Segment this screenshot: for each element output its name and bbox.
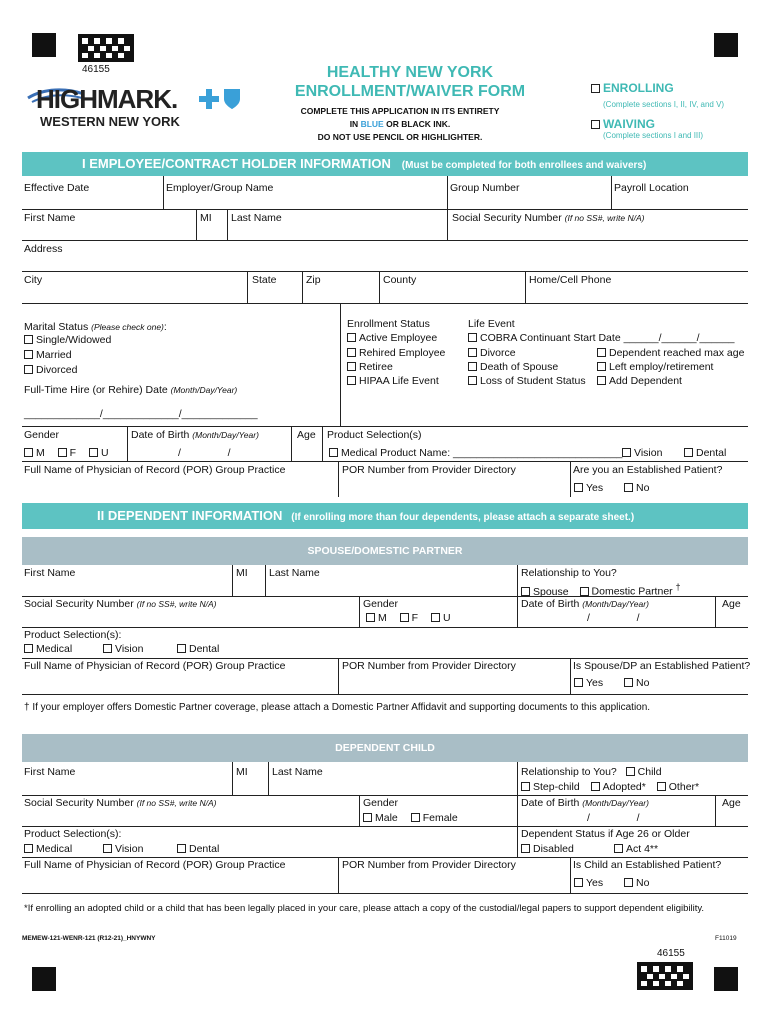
ssn-note: (If no SS#, write N/A) [136, 599, 217, 609]
enrolling-note: (Complete sections I, II, IV, and V) [603, 100, 725, 109]
row-line [22, 461, 748, 462]
option-label: Vision [634, 447, 663, 459]
ssn-field[interactable] [452, 212, 644, 224]
instruction-line-1: COMPLETE THIS APPLICATION IN ITS ENTIRETY [300, 106, 500, 116]
col-line [127, 426, 128, 461]
first-name-field[interactable]: First Name [24, 212, 76, 224]
ssn-label: Social Security Number [24, 797, 134, 809]
option-label: No [636, 482, 650, 494]
barcode-top [78, 34, 134, 62]
form-code-top: 46155 [82, 64, 110, 75]
ssn-note: (If no SS#, write N/A) [564, 213, 645, 223]
option-label: U [443, 612, 451, 624]
checkbox[interactable] [468, 362, 477, 371]
spouse-product-vision[interactable] [103, 643, 143, 655]
option-label: Disabled [533, 843, 574, 855]
checkbox[interactable] [622, 448, 631, 457]
marital-married[interactable] [24, 349, 72, 361]
dob-text: Date of Birth [521, 797, 580, 809]
checkbox[interactable] [468, 348, 477, 357]
option-label: Yes [586, 677, 604, 689]
spouse-mi-field[interactable]: MI [236, 567, 248, 579]
child-mi-field[interactable]: MI [236, 766, 248, 778]
checkbox[interactable] [597, 348, 606, 357]
col-line [340, 303, 341, 426]
effective-date-field[interactable]: Effective Date [24, 182, 90, 194]
enroll-rehired[interactable] [347, 347, 445, 359]
marital-single[interactable] [24, 334, 111, 346]
checkbox[interactable] [624, 483, 633, 492]
row-line [22, 240, 748, 241]
marital-status-note: (Please check one) [91, 322, 164, 332]
blue-cross-icon [198, 88, 220, 110]
barcode-bottom [637, 962, 693, 990]
col-line [196, 209, 197, 240]
ssn-label: Social Security Number [24, 598, 134, 610]
logo-text: HIGHMARK. [36, 84, 178, 114]
checkbox[interactable] [624, 878, 633, 887]
option-label: Retiree [359, 361, 393, 373]
child-established-yes[interactable] [574, 877, 603, 889]
child-relationship-label: Relationship to You? [521, 766, 617, 778]
spouse-header: SPOUSE/DOMESTIC PARTNER [22, 537, 748, 565]
option-label: Child [637, 766, 662, 778]
spouse-dob-label [521, 598, 649, 610]
spouse-physician-field[interactable]: Full Name of Physician of Record (POR) Group Practice [24, 660, 286, 672]
row-line [22, 271, 748, 272]
fulltime-date-field[interactable]: _____________/_____________/_____________ [24, 408, 258, 420]
waiving-option[interactable] [591, 117, 655, 131]
checkbox[interactable] [468, 376, 477, 385]
col-line [715, 795, 716, 826]
checkbox[interactable] [657, 782, 666, 791]
instruction-line-3: DO NOT USE PENCIL OR HIGHLIGHTER. [317, 132, 483, 142]
option-label: Add Dependent [609, 375, 682, 387]
checkbox[interactable] [347, 362, 356, 371]
established-yes[interactable] [574, 482, 603, 494]
option-label: Spouse [533, 585, 569, 598]
option-label: Step-child [533, 781, 580, 793]
row-line [22, 694, 748, 695]
dob-field[interactable]: / / [178, 447, 231, 459]
checkbox[interactable] [366, 613, 375, 622]
checkbox[interactable] [347, 333, 356, 342]
checkbox[interactable] [597, 376, 606, 385]
option-label: Adopted* [602, 781, 646, 793]
child-header: DEPENDENT CHILD [22, 734, 748, 762]
enroll-hipaa[interactable] [347, 375, 439, 387]
ssn-note: (If no SS#, write N/A) [136, 798, 217, 808]
dependent-disabled[interactable] [521, 843, 574, 855]
child-physician-field[interactable]: Full Name of Physician of Record (POR) Group Practice [24, 859, 286, 871]
spouse-established-yes[interactable] [574, 677, 603, 689]
option-label: Vision [115, 843, 144, 855]
fulltime-note: (Month/Day/Year) [170, 385, 238, 395]
por-number-field[interactable]: POR Number from Provider Directory [342, 464, 516, 476]
row-line [22, 627, 748, 628]
enroll-retiree[interactable] [347, 361, 393, 373]
col-line [338, 857, 339, 893]
instruction-in: IN [349, 119, 359, 129]
checkbox[interactable] [24, 448, 33, 457]
dagger-mark: † [675, 582, 681, 592]
section-1-header [22, 152, 748, 176]
marital-status-text: Marital Status [24, 321, 89, 333]
option-label: COBRA Continuant Start Date ______/______/______ [480, 332, 735, 344]
col-line [268, 762, 269, 795]
row-line [22, 426, 748, 427]
option-label: Divorce [480, 347, 516, 359]
col-line [715, 596, 716, 627]
row-line [22, 893, 748, 894]
checkbox[interactable] [329, 448, 338, 457]
spouse-first-name-field[interactable]: First Name [24, 567, 76, 579]
section-2-header [22, 503, 748, 529]
col-line [265, 565, 266, 596]
child-age-field[interactable]: Age [722, 797, 741, 809]
option-label: F [69, 447, 77, 459]
dob-label [131, 429, 259, 441]
child-dob-field[interactable]: / / [587, 812, 640, 824]
option-label: Dental [189, 843, 220, 855]
option-label: No [636, 677, 650, 689]
dob-note: (Month/Day/Year) [582, 599, 649, 609]
row-line [22, 209, 748, 210]
option-label: Domestic Partner [591, 585, 673, 598]
dob-text: Date of Birth [521, 598, 580, 610]
child-last-name-field[interactable]: Last Name [272, 766, 323, 778]
option-label: Act 4** [626, 843, 659, 855]
life-student[interactable] [468, 375, 586, 387]
option-label: Yes [586, 482, 604, 494]
life-cobra[interactable] [468, 332, 735, 344]
checkbox[interactable] [24, 644, 33, 653]
dental-option[interactable] [684, 447, 726, 459]
logo-subtitle: WESTERN NEW YORK [40, 114, 180, 129]
option-label: HIPAA Life Event [359, 375, 439, 387]
fulltime-hire-label [24, 384, 237, 396]
col-line [227, 209, 228, 240]
option-label: Dental [189, 643, 220, 655]
enrolling-label: ENROLLING [603, 81, 674, 95]
option-label: Active Employee [359, 332, 438, 344]
spouse-last-name-field[interactable]: Last Name [269, 567, 320, 579]
checkbox[interactable] [400, 613, 409, 622]
spouse-gender-options[interactable] [366, 612, 451, 624]
registration-mark-bottom-left [32, 967, 56, 991]
option-label: Single/Widowed [36, 334, 112, 346]
checkbox[interactable] [89, 448, 98, 457]
checkbox[interactable] [58, 448, 67, 457]
col-line [338, 461, 339, 497]
blue-shield-icon [222, 87, 242, 111]
col-line [517, 762, 518, 857]
option-label: Married [36, 349, 72, 361]
ssn-label: Social Security Number [452, 212, 562, 224]
checkbox[interactable] [591, 782, 600, 791]
spouse-established-label: Is Spouse/DP an Established Patient? [573, 660, 751, 672]
footer-form-number: F11019 [715, 935, 737, 942]
dob-note: (Month/Day/Year) [582, 798, 649, 808]
section-2-note: (If enrolling more than four dependents, please attach a separate sheet.) [291, 512, 635, 523]
phone-field[interactable]: Home/Cell Phone [529, 274, 612, 286]
checkbox[interactable] [521, 844, 530, 853]
option-label: F [411, 612, 419, 624]
col-line [525, 271, 526, 303]
instruction-line-2 [290, 119, 510, 129]
instruction-blue: BLUE [360, 119, 384, 129]
mi-field[interactable]: MI [200, 212, 212, 224]
child-product-medical[interactable] [24, 843, 72, 855]
col-line [517, 565, 518, 627]
address-field[interactable]: Address [24, 243, 63, 255]
life-divorce[interactable] [468, 347, 516, 359]
spouse-product-dental[interactable] [177, 643, 219, 655]
col-line [611, 176, 612, 209]
checkbox[interactable] [624, 678, 633, 687]
instruction-rest: OR BLACK INK. [386, 119, 451, 129]
physician-field[interactable]: Full Name of Physician of Record (POR) Group Practice [24, 464, 286, 476]
enrolling-option[interactable] [591, 81, 674, 95]
checkbox[interactable] [177, 844, 186, 853]
col-line [359, 795, 360, 826]
checkbox[interactable] [574, 483, 583, 492]
option-label: M [378, 612, 387, 624]
enrolling-checkbox[interactable] [591, 84, 600, 93]
row-line [22, 857, 748, 858]
col-line [232, 565, 233, 596]
col-line [359, 596, 360, 627]
checkbox[interactable] [614, 844, 623, 853]
checkbox[interactable] [24, 844, 33, 853]
checkbox[interactable] [626, 767, 635, 776]
registration-mark-top-left [32, 33, 56, 57]
option-label: Death of Spouse [480, 361, 559, 373]
option-label: Medical [36, 643, 73, 655]
enrollment-status-label: Enrollment Status [347, 318, 430, 330]
payroll-location-field[interactable]: Payroll Location [614, 182, 689, 194]
checkbox[interactable] [103, 844, 112, 853]
child-por-field[interactable]: POR Number from Provider Directory [342, 859, 516, 871]
option-label: M [36, 447, 45, 459]
option-label: Loss of Student Status [480, 375, 586, 387]
marital-divorced[interactable] [24, 364, 77, 376]
fulltime-text: Full-Time Hire (or Rehire) Date [24, 384, 168, 396]
footer-form-code: MEMEW-121-WENR-121 (R12-21)_HNYWNY [22, 935, 156, 942]
option-label: Dental [696, 447, 727, 459]
vision-option[interactable] [622, 447, 662, 459]
checkbox[interactable] [597, 362, 606, 371]
col-line [247, 271, 248, 303]
option-label: Other* [668, 781, 700, 793]
title-line-1: HEALTHY NEW YORK [326, 64, 494, 81]
life-add-dependent[interactable] [597, 375, 682, 387]
col-line [232, 762, 233, 795]
enroll-active[interactable] [347, 332, 437, 344]
zip-field[interactable]: Zip [306, 274, 321, 286]
spouse-relationship-options[interactable] [521, 582, 680, 598]
col-line [322, 426, 323, 461]
life-left-employ[interactable] [597, 361, 713, 373]
state-field[interactable]: State [252, 274, 277, 286]
dependent-status-label: Dependent Status if Age 26 or Older [521, 828, 690, 840]
option-label: Divorced [36, 364, 78, 376]
col-line [447, 176, 448, 240]
row-line [22, 303, 748, 304]
form-code-bottom: 46155 [657, 948, 685, 959]
checkbox[interactable] [24, 335, 33, 344]
option-label: Male [375, 812, 398, 824]
checkbox[interactable] [580, 587, 589, 596]
group-number-field[interactable]: Group Number [450, 182, 520, 194]
checkbox[interactable] [521, 782, 530, 791]
medical-product-option[interactable] [329, 447, 622, 459]
child-dob-label [521, 797, 649, 809]
dob-text: Date of Birth [131, 429, 190, 441]
established-label: Are you an Established Patient? [573, 464, 723, 476]
checkbox[interactable] [103, 644, 112, 653]
dependent-act4[interactable] [614, 843, 658, 855]
checkbox[interactable] [684, 448, 693, 457]
title-line-2: ENROLLMENT/WAIVER FORM [294, 83, 526, 100]
spouse-established-no[interactable] [624, 677, 649, 689]
child-established-no[interactable] [624, 877, 649, 889]
child-relationship-row-1[interactable] [521, 766, 662, 778]
spouse-dob-field[interactable]: / / [587, 612, 640, 624]
waiving-checkbox[interactable] [591, 120, 600, 129]
domestic-partner-note: † If your employer offers Domestic Partner coverage, please attach a Domestic Partner Affidavit and supporting documents to this application. [24, 702, 651, 713]
child-relationship-row-2[interactable] [521, 781, 699, 793]
col-line [291, 426, 292, 461]
child-products-label: Product Selection(s): [24, 828, 122, 840]
employer-group-field[interactable]: Employer/Group Name [166, 182, 274, 194]
county-field[interactable]: County [383, 274, 417, 286]
row-line [22, 658, 748, 659]
child-ssn-field[interactable] [24, 797, 216, 809]
col-line [570, 658, 571, 694]
checkbox[interactable] [177, 644, 186, 653]
life-max-age[interactable] [597, 347, 744, 359]
marital-status-label: Marital Status (Please check one): [24, 321, 167, 333]
waiving-label: WAIVING [603, 117, 656, 131]
checkbox[interactable] [411, 813, 420, 822]
checkbox[interactable] [431, 613, 440, 622]
registration-mark-top-right [714, 33, 738, 57]
checkbox[interactable] [574, 678, 583, 687]
row-line [22, 826, 748, 827]
col-line [379, 271, 380, 303]
option-label: Medical Product Name: _____________________________ [341, 447, 623, 459]
checkbox[interactable] [24, 365, 33, 374]
child-gender-label: Gender [363, 797, 399, 809]
option-label: No [636, 877, 650, 889]
spouse-ssn-field[interactable] [24, 598, 216, 610]
section-1-title: I EMPLOYEE/CONTRACT HOLDER INFORMATION [82, 156, 391, 171]
adopted-child-note: *If enrolling an adopted child or a child that has been legally placed in your care, please attach a copy of the custodial/legal papers to support dependent eligibility. [24, 903, 705, 914]
option-label: Female [422, 812, 458, 824]
spouse-age-field[interactable]: Age [722, 598, 741, 610]
registration-mark-bottom-right [714, 967, 738, 991]
gender-label: Gender [24, 429, 60, 441]
child-first-name-field[interactable]: First Name [24, 766, 76, 778]
col-line [302, 271, 303, 303]
option-label: Vision [115, 643, 144, 655]
spouse-por-field[interactable]: POR Number from Provider Directory [342, 660, 516, 672]
option-label: Left employ/retirement [609, 361, 714, 373]
checkbox[interactable] [363, 813, 372, 822]
checkbox[interactable] [347, 348, 356, 357]
waiving-note: (Complete sections I and III) [603, 131, 704, 140]
checkbox[interactable] [521, 587, 530, 596]
spouse-gender-label: Gender [363, 598, 399, 610]
row-line [22, 795, 748, 796]
option-label: U [101, 447, 109, 459]
product-selections-label: Product Selection(s) [327, 429, 422, 441]
checkbox[interactable] [574, 878, 583, 887]
child-established-label: Is Child an Established Patient? [573, 859, 722, 871]
option-label: Yes [586, 877, 604, 889]
section-1-note: (Must be completed for both enrollees and waivers) [401, 160, 647, 171]
age-field[interactable]: Age [297, 429, 316, 441]
life-death[interactable] [468, 361, 558, 373]
last-name-field[interactable]: Last Name [231, 212, 282, 224]
checkbox[interactable] [347, 376, 356, 385]
established-no[interactable] [624, 482, 649, 494]
child-product-dental[interactable] [177, 843, 219, 855]
child-gender-options[interactable] [363, 812, 458, 824]
col-line [570, 461, 571, 497]
spouse-product-medical[interactable] [24, 643, 72, 655]
city-field[interactable]: City [24, 274, 43, 286]
spouse-relationship-label: Relationship to You? [521, 567, 617, 579]
section-2-title: II DEPENDENT INFORMATION [97, 508, 283, 523]
option-label: Medical [36, 843, 73, 855]
col-line [163, 176, 164, 209]
dob-note: (Month/Day/Year) [192, 430, 259, 440]
col-line [570, 857, 571, 893]
spouse-products-label: Product Selection(s): [24, 629, 122, 641]
life-event-label: Life Event [468, 318, 515, 330]
option-label: Rehired Employee [359, 347, 446, 359]
gender-options[interactable] [24, 447, 109, 459]
col-line [338, 658, 339, 694]
checkbox[interactable] [24, 350, 33, 359]
highmark-logo [26, 84, 246, 134]
option-label: Dependent reached max age [609, 347, 745, 359]
child-product-vision[interactable] [103, 843, 143, 855]
checkbox[interactable] [468, 333, 477, 342]
